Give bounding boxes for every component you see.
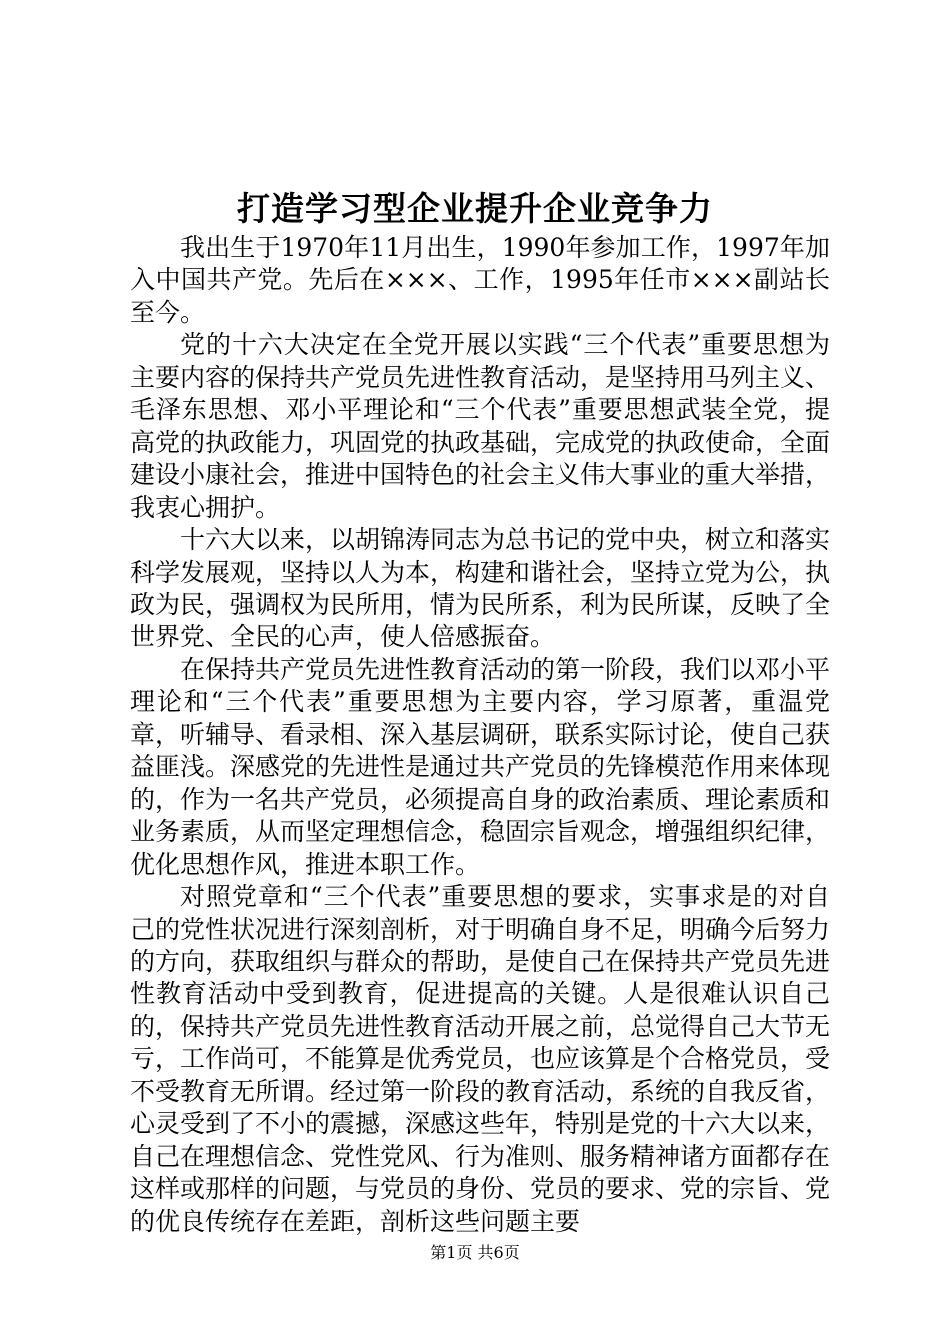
paragraph-3: 十六大以来，以胡锦涛同志为总书记的党中央，树立和落实科学发展观，坚持以人为本，构建和谐社会，坚持立党为公，执政为民，强调权为民所用，情为民所系，利为民所谋，反映了全世界党、全民的心声，使人倍感振奋。 <box>130 525 831 652</box>
paragraph-2: 党的十六大决定在全党开展以实践“三个代表”重要思想为主要内容的保持共产党员先进性教育活动，是坚持用马列主义、毛泽东思想、邓小平理论和“三个代表”重要思想武装全党，提高党的执政能力，巩固党的执政基础，完成党的执政使命，全面建设小康社会，推进中国特色的社会主义伟大事业的重大举措，我衷心拥护。 <box>130 330 831 522</box>
paragraph-5: 对照党章和“三个代表”重要思想的要求，实事求是的对自己的党性状况进行深刻剖析，对于明确自身不足，明确今后努力的方向，获取组织与群众的帮助，是使自己在保持共产党员先进性教育活动中受到教育，促进提高的关键。人是很难认识自己的，保持共产党员先进性教育活动开展之前，总觉得自己大节无亏，工作尚可，不能算是优秀党员，也应该算是个合格党员，受不受教育无所谓。经过第一阶段的教育活动，系统的自我反省，心灵受到了不小的震撼，深感这些年，特别是党的十六大以来，自己在理想信念、党性党风、行为准则、服务精神诸方面都存在这样或那样的问题，与党员的身份、党员的要求、党的宗旨、党的优良传统存在差距，剖析这些问题主要 <box>130 882 831 1236</box>
paragraph-4: 在保持共产党员先进性教育活动的第一阶段，我们以邓小平理论和“三个代表”重要思想为主要内容，学习原著，重温党章，听辅导、看录相、深入基层调研，联系实际讨论，使自己获益匪浅。深感党的先进性是通过共产党员的先锋模范作用来体现的，作为一名共产党员，必须提高自身的政治素质、理论素质和业务素质，从而坚定理想信念，稳固宗旨观念，增强组织纪律，优化思想作风，推进本职工作。 <box>130 654 831 879</box>
document-body <box>130 232 830 1238</box>
paragraph-1: 我出生于1970年11月出生，1990年参加工作，1997年加入中国共产党。先后在×××、工作，1995年任市×××副站长至今。 <box>130 233 830 327</box>
page-footer: 第1页 共6页 <box>430 1243 520 1262</box>
document-title: 打造学习型企业提升企业竞争力 <box>237 189 713 228</box>
